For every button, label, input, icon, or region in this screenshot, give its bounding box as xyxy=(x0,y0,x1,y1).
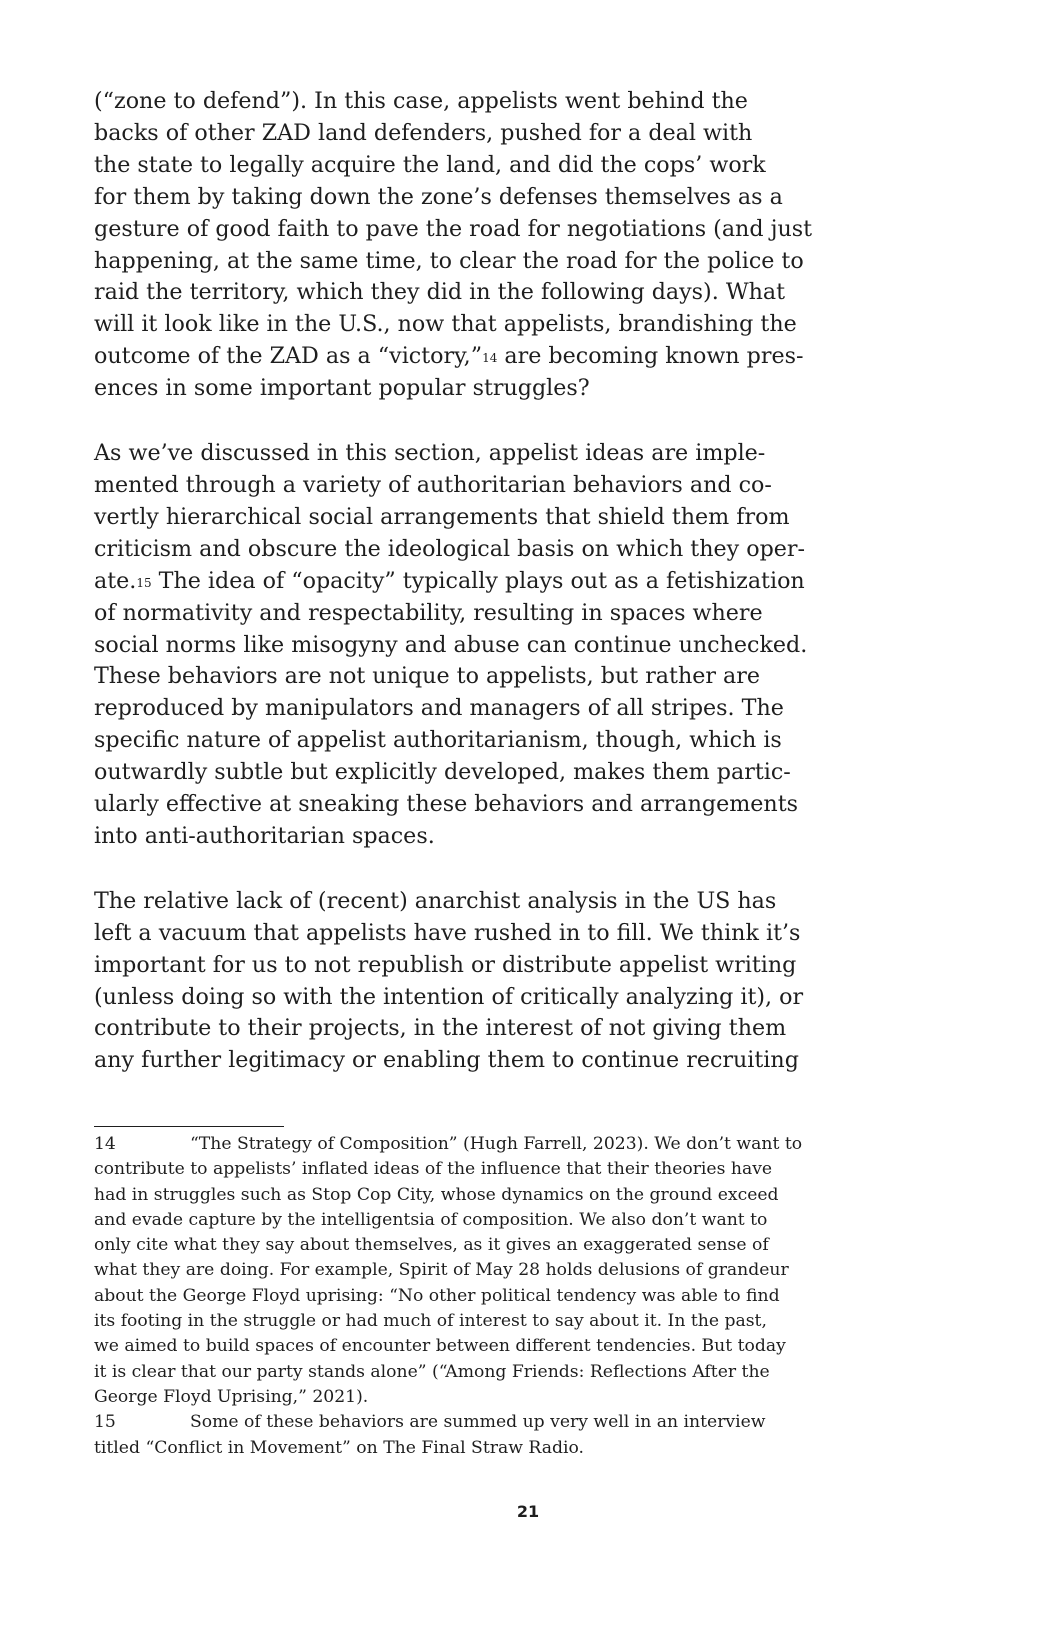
text-line: (“zone to defend”). In this case, appelists went behind the xyxy=(94,88,748,114)
text-segment: “The Strategy of Composition” (Hugh Farrell, 2023). We don’t want to xyxy=(190,1134,803,1154)
text-line: into anti-authoritarian spaces. xyxy=(94,822,435,849)
text-line: social norms like misogyny and abuse can continue unchecked. xyxy=(94,631,808,658)
footnotes xyxy=(94,1132,894,1461)
text-line: mented through a variety of authoritarian behaviors and co- xyxy=(94,471,772,498)
footnote xyxy=(94,1410,894,1461)
text-line: about the George Floyd uprising: “No other political tendency was able to find xyxy=(94,1285,780,1306)
text-line: As we’ve discussed in this section, appelist ideas are imple- xyxy=(94,440,766,467)
text-line: important for us to not republish or distribute appelist writing xyxy=(94,951,797,978)
text-line: reproduced by manipulators and managers of all stripes. The xyxy=(94,695,784,722)
text-line: vertly hierarchical social arrangements that shield them from xyxy=(94,503,790,530)
text-line: the state to legally acquire the land, and did the cops’ work xyxy=(94,151,766,178)
text-line: we aimed to build spaces of encounter between different tendencies. But today xyxy=(94,1336,786,1357)
paragraph xyxy=(94,886,874,1077)
text-line: George Floyd Uprising,” 2021). xyxy=(94,1386,369,1407)
text-line: contribute to appelists’ inflated ideas of the influence that their theories have xyxy=(94,1159,773,1180)
footnote-reference: 15 xyxy=(136,575,152,590)
text-line: will it look like in the U.S., now that appelists, brandishing the xyxy=(94,311,797,338)
text-line: The relative lack of (recent) anarchist analysis in the US has xyxy=(94,887,777,914)
text-line: its footing in the struggle or had much of interest to say about it. In the past, xyxy=(94,1311,767,1332)
footnote-divider xyxy=(94,1126,284,1127)
text-line: of normativity and respectability, resulting in spaces where xyxy=(94,599,763,626)
page-number: 21 xyxy=(516,1502,540,1521)
text-line: and evade capture by the intelligentsia of composition. We also don’t want to xyxy=(94,1209,768,1230)
text-line: any further legitimacy or enabling them to continue recruiting xyxy=(94,1047,799,1074)
text-line: contribute to their projects, in the interest of not giving them xyxy=(94,1015,787,1042)
text-line xyxy=(94,341,874,373)
footnote-reference: 14 xyxy=(482,351,498,366)
body-text xyxy=(94,86,874,1110)
text-line: (unless doing so with the intention of critically analyzing it), or xyxy=(94,983,804,1010)
text-line: only cite what they say about themselves, as it gives an exaggerated sense of xyxy=(94,1235,769,1256)
text-segment: The idea of “opacity” typically plays out as a fetishization xyxy=(151,567,805,594)
text-line: happening, at the same time, to clear the road for the police to xyxy=(94,247,804,274)
footnote-number: 15 xyxy=(94,1412,116,1433)
text-line: it is clear that our party stands alone” (“Among Friends: Reflections After the xyxy=(94,1361,770,1382)
text-line xyxy=(94,1132,894,1157)
text-line: for them by taking down the zone’s defenses themselves as a xyxy=(94,183,783,210)
text-line: what they are doing. For example, Spirit of May 28 holds delusions of grandeur xyxy=(94,1260,789,1281)
text-segment: are becoming known pres- xyxy=(497,343,804,370)
text-line: raid the territory, which they did in the following days). What xyxy=(94,279,786,306)
text-line xyxy=(94,566,874,598)
text-line: gesture of good faith to pave the road for negotiations (and just xyxy=(94,215,813,242)
text-segment: outcome of the ZAD as a “victory,” xyxy=(94,343,483,370)
text-line: left a vacuum that appelists have rushed in to fill. We think it’s xyxy=(94,919,801,946)
text-segment: Some of these behaviors are summed up very well in an interview xyxy=(190,1412,766,1433)
footnote xyxy=(94,1132,894,1410)
paragraph xyxy=(94,86,874,405)
text-line: backs of other ZAD land defenders, pushed for a deal with xyxy=(94,119,753,146)
text-line xyxy=(94,1410,894,1435)
text-line: These behaviors are not unique to appelists, but rather are xyxy=(94,663,760,690)
text-line: ences in some important popular struggles? xyxy=(94,375,590,402)
text-line: titled “Conflict in Movement” on The Final Straw Radio. xyxy=(94,1437,584,1458)
text-line: criticism and obscure the ideological basis on which they oper- xyxy=(94,535,806,562)
text-line: specific nature of appelist authoritarianism, though, which is xyxy=(94,727,782,754)
paragraph xyxy=(94,438,874,853)
text-line: outwardly subtle but explicitly developed, makes them partic- xyxy=(94,759,791,786)
text-line: ularly effective at sneaking these behaviors and arrangements xyxy=(94,791,799,818)
footnote-number: 14 xyxy=(94,1134,116,1154)
text-segment: ate. xyxy=(94,567,137,594)
text-line: had in struggles such as Stop Cop City, whose dynamics on the ground exceed xyxy=(94,1184,779,1205)
